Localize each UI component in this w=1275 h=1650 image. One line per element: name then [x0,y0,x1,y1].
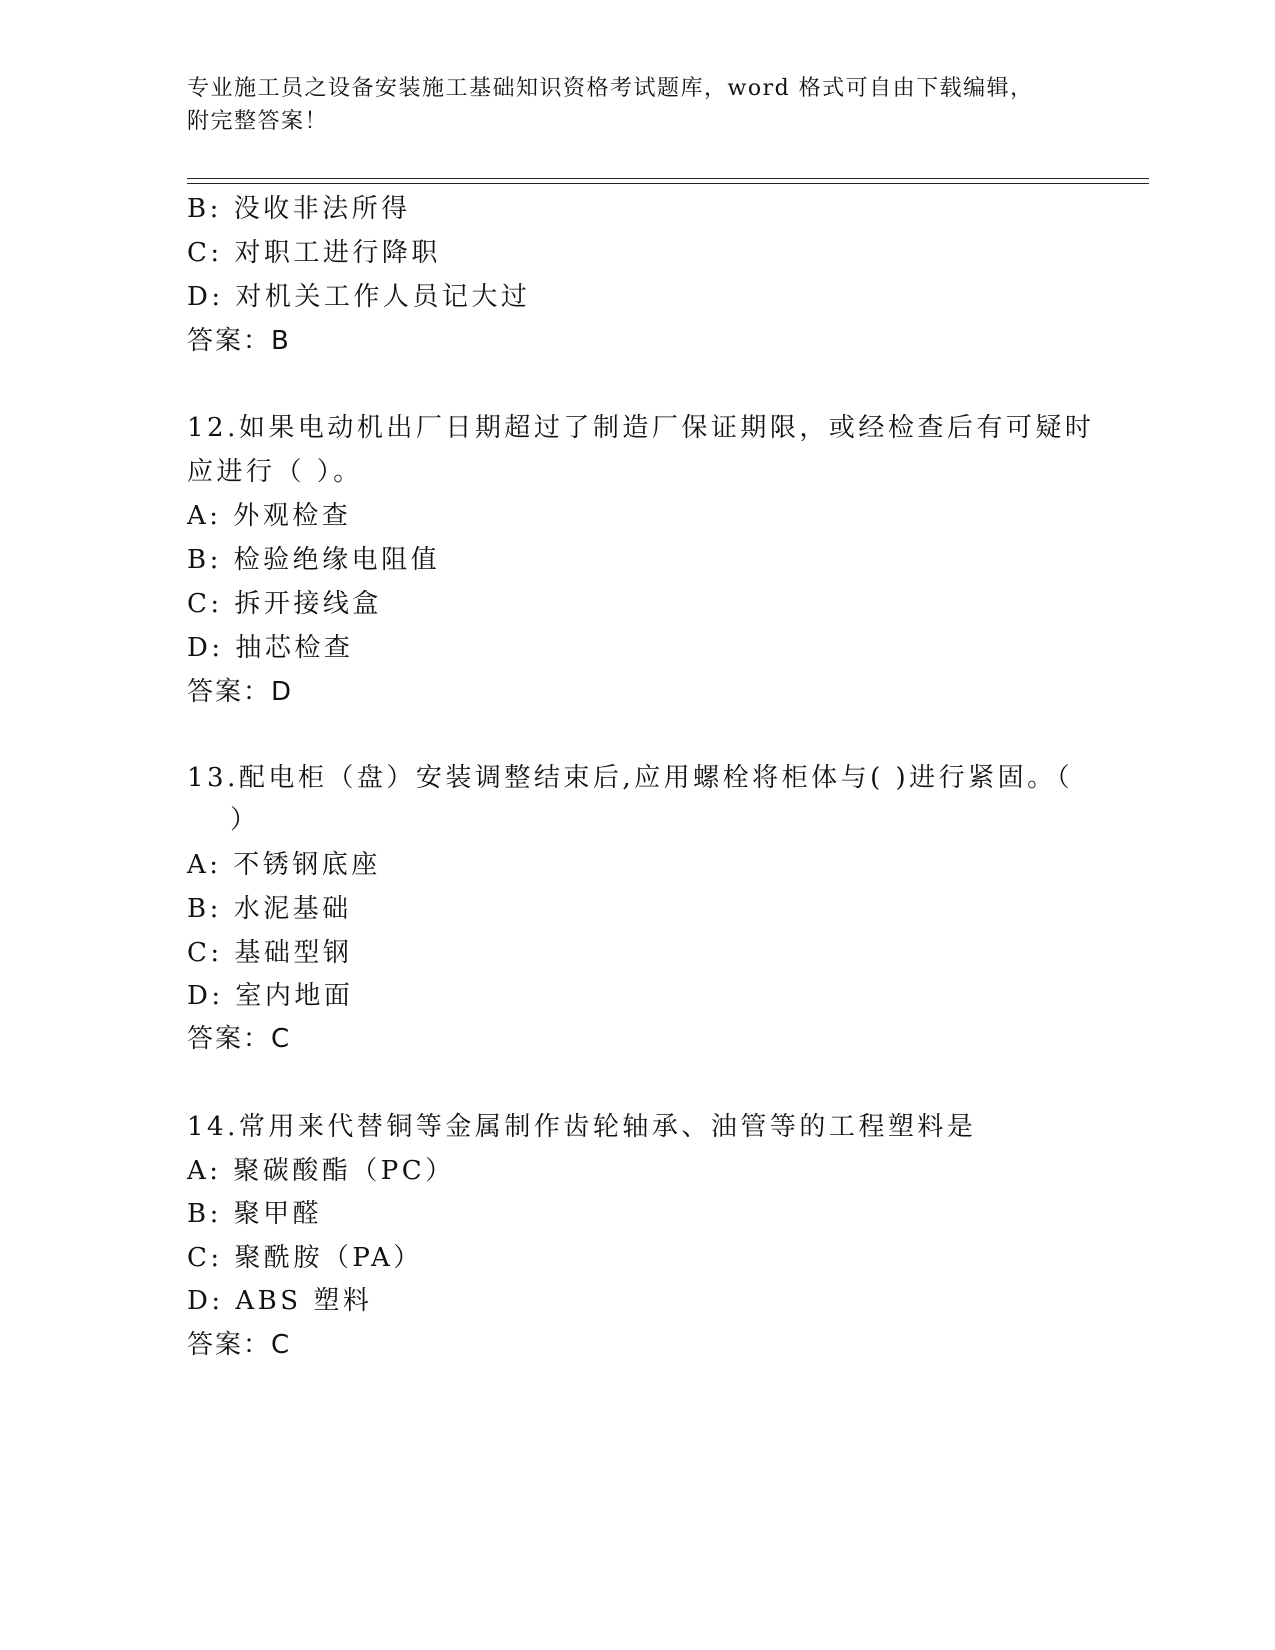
question-13-option-c: C: 基础型钢 [187,938,353,968]
option-d: D: 对机关工作人员记大过 [187,282,531,312]
question-13-option-b: B: 水泥基础 [187,894,352,924]
answer-value: C [271,1024,292,1054]
question-14-option-a: A: 聚碳酸酯（PC） [187,1156,455,1186]
answer-line [187,318,291,364]
option-b: B: 没收非法所得 [187,194,411,224]
question-12-stem-line-2: 应进行（ ）。 [187,457,363,487]
question-12-option-b: B: 检验绝缘电阻值 [187,545,441,575]
question-14-option-c: C: 聚酰胺（PA） [187,1243,423,1273]
question-12-option-c: C: 拆开接线盒 [187,589,382,619]
question-13-stem-line-1: 13.配电柜（盘）安装调整结束后,应用螺栓将柜体与( )进行紧固。（ [187,763,1074,793]
question-14-option-d: D: ABS 塑料 [187,1286,373,1316]
question-13-answer [187,1016,291,1062]
question-12-option-a: A: 外观检查 [187,501,352,531]
answer-value: C [271,1330,292,1360]
answer-label: 答案： [187,1330,272,1360]
answer-label: 答案： [187,326,272,356]
question-13-option-a: A: 不锈钢底座 [187,850,381,880]
header-divider [187,178,1149,184]
question-14-stem: 14.常用来代替铜等金属制作齿轮轴承、油管等的工程塑料是 [187,1112,977,1142]
header-line-1: 专业施工员之设备安装施工基础知识资格考试题库，word 格式可自由下载编辑， [187,76,1034,101]
question-12-answer [187,669,293,715]
header-line-2: 附完整答案！ [187,109,329,134]
question-14-option-b: B: 聚甲醛 [187,1199,323,1229]
answer-value: B [271,326,291,356]
question-13-option-d: D: 室内地面 [187,981,354,1011]
option-c: C: 对职工进行降职 [187,238,441,268]
question-12-stem-line-1: 12.如果电动机出厂日期超过了制造厂保证期限，或经检查后有可疑时 [187,413,1095,443]
answer-value: D [271,677,294,707]
answer-label: 答案： [187,677,272,707]
question-12-option-d: D: 抽芯检查 [187,633,354,663]
question-14-answer [187,1322,291,1368]
page-header [187,72,1147,138]
answer-label: 答案： [187,1024,272,1054]
question-13-stem-line-2: ） [230,805,260,835]
